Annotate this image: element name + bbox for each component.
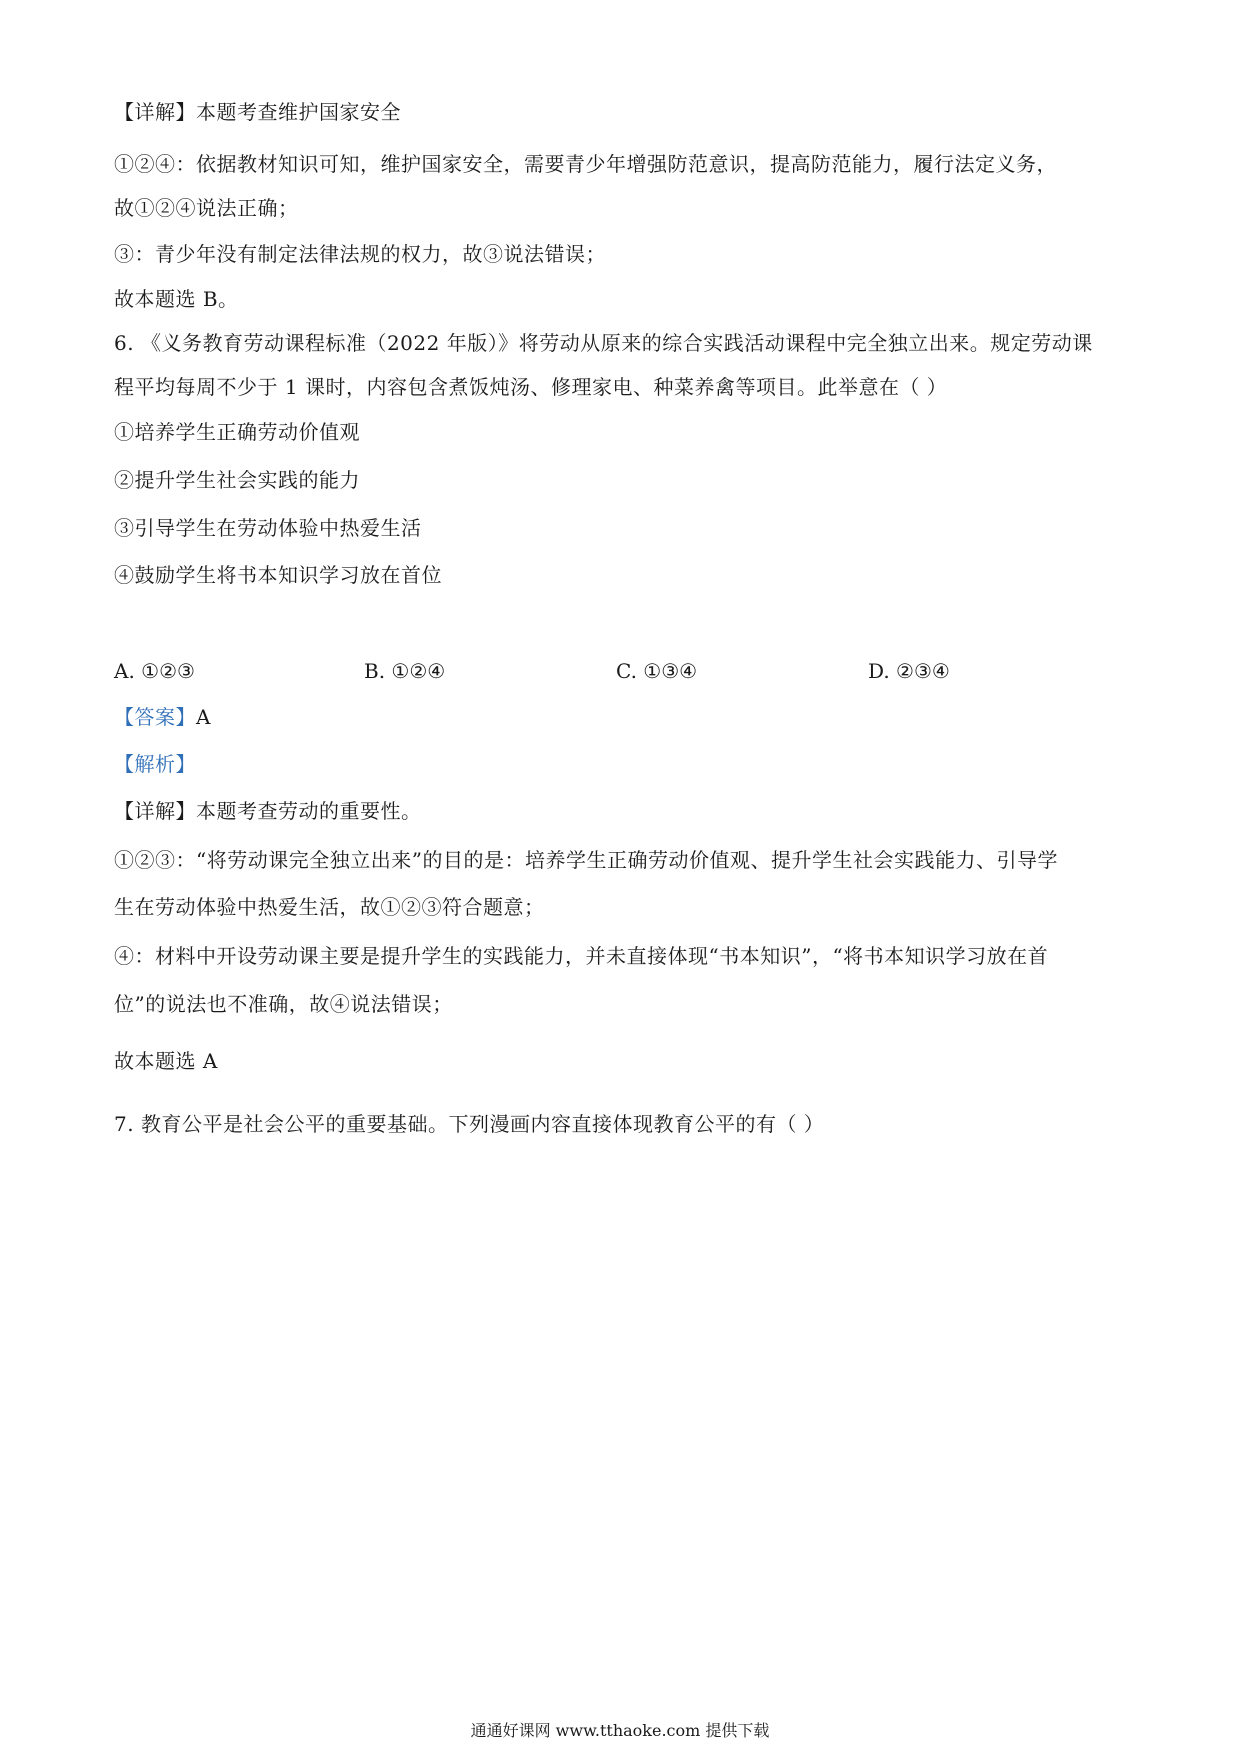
analysis-label: 【解析】 [114, 752, 196, 776]
option-a: A. ①②③ [114, 659, 195, 683]
statement-4: ④鼓励学生将书本知识学习放在首位 [114, 563, 442, 587]
question-6-stem: 程平均每周不少于 1 课时，内容包含煮饭炖汤、修理家电、种菜养禽等项目。此举意在（ ） [114, 375, 948, 399]
conclusion-line: 故本题选 B。 [114, 287, 239, 311]
explanation-line: ④：材料中开设劳动课主要是提升学生的实践能力，并未直接体现“书本知识”，“将书本知识学习放在首 [114, 944, 1049, 968]
explanation-line: 生在劳动体验中热爱生活，故①②③符合题意； [114, 895, 545, 919]
statement-1: ①培养学生正确劳动价值观 [114, 420, 360, 444]
option-b: B. ①②④ [364, 659, 446, 683]
answer-line [114, 703, 211, 731]
explanation-line: ①②④：依据教材知识可知，维护国家安全，需要青少年增强防范意识，提高防范能力，履行法定义务， [114, 152, 1057, 176]
answer-value: A [196, 705, 211, 729]
explanation-line: ①②③：“将劳动课完全独立出来”的目的是：培养学生正确劳动价值观、提升学生社会实践能力、引导学 [114, 848, 1058, 872]
answer-label: 【答案】 [114, 705, 196, 729]
question-7-stem: 7. 教育公平是社会公平的重要基础。下列漫画内容直接体现教育公平的有（ ） [114, 1112, 825, 1136]
answer-options [114, 657, 1114, 685]
statement-2: ②提升学生社会实践的能力 [114, 468, 360, 492]
option-d: D. ②③④ [868, 659, 950, 683]
explanation-line: 位”的说法也不准确，故④说法错误； [114, 992, 453, 1016]
detail-heading-q5: 【详解】本题考查维护国家安全 [114, 100, 401, 124]
option-c: C. ①③④ [616, 659, 698, 683]
explanation-line: ③：青少年没有制定法律法规的权力，故③说法错误； [114, 242, 606, 266]
page-footer: 通通好课网 www.tthaoke.com 提供下载 [470, 1721, 770, 1740]
detail-heading-q6: 【详解】本题考查劳动的重要性。 [114, 799, 422, 823]
question-6-stem: 6. 《义务教育劳动课程标准（2022 年版）》将劳动从原来的综合实践活动课程中完全独立出来。规定劳动课 [114, 331, 1093, 355]
conclusion-line: 故本题选 A [114, 1049, 218, 1073]
statement-3: ③引导学生在劳动体验中热爱生活 [114, 516, 422, 540]
explanation-line: 故①②④说法正确； [114, 196, 299, 220]
